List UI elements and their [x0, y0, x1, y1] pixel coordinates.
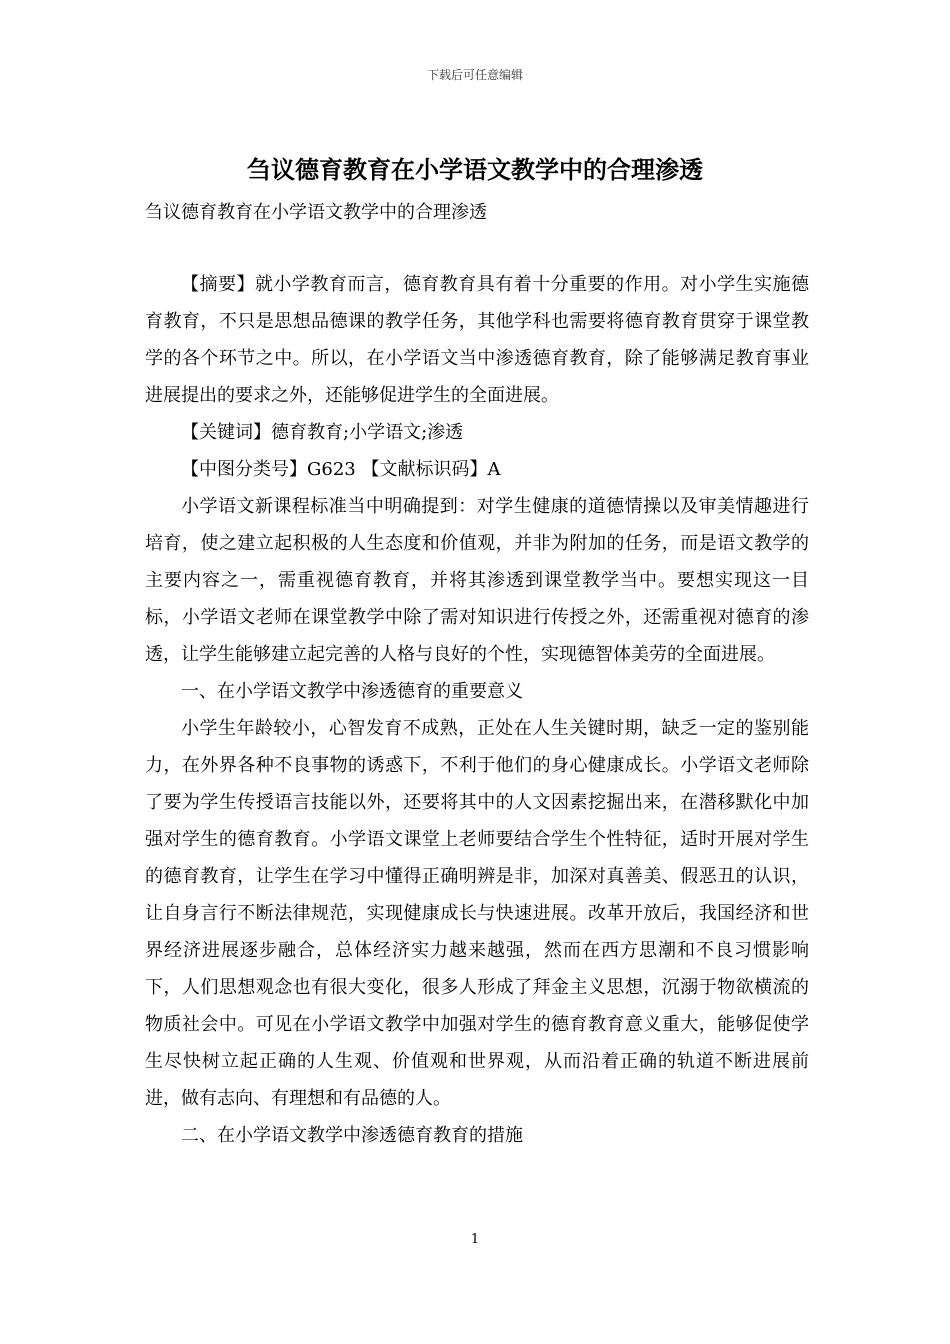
document-title: 刍议德育教育在小学语文教学中的合理渗透	[247, 155, 703, 184]
section-heading-2: 二、在小学语文教学中渗透德育教育的措施	[181, 1125, 523, 1146]
abstract-paragraph: 【摘要】就小学教育而言，德育教育具有着十分重要的作用。对小学生实施德育教育，不只是思想品德课的教学任务，其他学科也需要将德育教育贯穿于课堂教学的各个环节之中。所以，在小学语文当中渗透德育教育，除了能够满足教育事业进展提出的要求之外，还能够促进学生的全面进展。	[145, 274, 809, 406]
page-header-note: 下载后可任意编辑	[426, 68, 523, 82]
intro-paragraph: 小学语文新课程标准当中明确提到：对学生健康的道德情操以及审美情趣进行培育，使之建立起积极的人生态度和价值观，并非为附加的任务，而是语文教学的主要内容之一，需重视德育教育，并将其渗透到课堂教学当中。要想实现这一目标，小学语文老师在课堂教学中除了需对知识进行传授之外，还需重视对德育的渗透，让学生能够建立起完善的人格与良好的个性，实现德智体美劳的全面进展。	[145, 496, 809, 665]
classification-line: 【中图分类号】G623 【文献标识码】A	[181, 459, 501, 480]
page-number: 1	[470, 1232, 480, 1247]
section-1-paragraph: 小学生年龄较小，心智发育不成熟，正处在人生关键时期，缺乏一定的鉴别能力，在外界各种不良事物的诱惑下，不利于他们的身心健康成长。小学语文老师除了要为学生传授语言技能以外，还要将其中的人文因素挖掘出来，在潜移默化中加强对学生的德育教育。小学语文课堂上老师要结合学生个性特征，适时开展对学生的德育教育，让学生在学习中懂得正确明辨是非，加深对真善美、假恶丑的认识，让自身言行不断法律规范，实现健康成长与快速进展。改革开放后，我国经济和世界经济进展逐步融合，总体经济实力越来越强，然而在西方思潮和不良习惯影响下，人们思想观念也有很大变化，很多人形成了拜金主义思想，沉溺于物欲横流的物质社会中。可见在小学语文教学中加强对学生的德育教育意义重大，能够促使学生尽快树立起正确的人生观、价值观和世界观，从而沿着正确的轨道不断进展前进，做有志向、有理想和有品德的人。	[145, 718, 809, 1109]
section-heading-1: 一、在小学语文教学中渗透德育的重要意义	[181, 681, 523, 702]
document-subtitle: 刍议德育教育在小学语文教学中的合理渗透	[145, 202, 487, 223]
keywords-line: 【关键词】德育教育;小学语文;渗透	[181, 422, 464, 443]
document-body	[145, 266, 809, 1154]
